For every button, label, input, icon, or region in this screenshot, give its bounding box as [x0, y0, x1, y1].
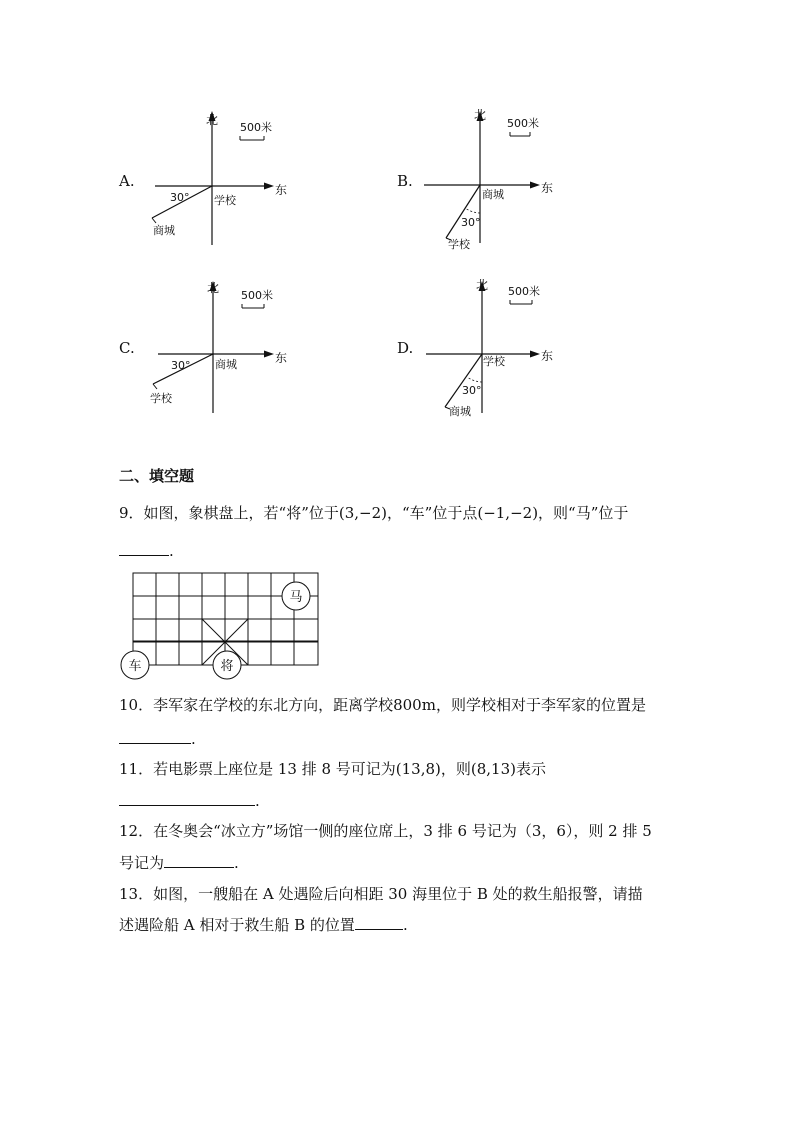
answer-blank [119, 729, 191, 744]
origin-label: 商城 [215, 358, 237, 371]
east-label: 东 [275, 183, 288, 197]
option-b-label: B. [397, 172, 413, 190]
angle-label: 30° [461, 216, 481, 229]
east-label: 东 [541, 349, 554, 363]
answer-blank [164, 853, 234, 868]
piece-che [121, 651, 149, 679]
north-label: 北 [476, 278, 489, 292]
north-label: 北 [206, 113, 219, 127]
q13-line1: 13．如图，一艘船在 A 处遇险后向相距 30 海里位于 B 处的救生船报警，请描 [119, 885, 643, 903]
q9-line2: . [119, 540, 174, 562]
target-label: 学校 [448, 238, 470, 251]
chessboard-diagram [115, 565, 330, 683]
east-label: 东 [275, 351, 288, 365]
diagram-d [410, 275, 570, 420]
diagram-a [140, 105, 300, 255]
target-label: 商城 [449, 405, 471, 418]
piece-ma [282, 582, 310, 610]
svg-text:将: 将 [220, 659, 234, 674]
diagram-b [410, 105, 570, 255]
angle-label: 30° [171, 359, 191, 372]
origin-label: 学校 [214, 194, 236, 207]
option-d-label: D. [397, 339, 414, 357]
answer-blank [119, 541, 169, 556]
q12-line1: 12．在冬奥会“冰立方”场馆一侧的座位席上，3 排 6 号记为（3，6），则 2 排 5 [119, 822, 652, 840]
option-c-label: C. [119, 339, 135, 357]
answer-blank [119, 791, 255, 806]
q11-line1: 11．若电影票上座位是 13 排 8 号可记为(13,8)，则(8,13)表示 [119, 760, 546, 778]
q12-line2: 号记为 . [119, 854, 239, 872]
piece-jiang [213, 651, 241, 679]
answer-blank [355, 915, 403, 930]
q11-line2: . [119, 790, 260, 812]
angle-label: 30° [170, 191, 190, 204]
angle-label: 30° [462, 384, 482, 397]
q13-line2: 述遇险船 A 相对于救生船 B 的位置 . [119, 916, 408, 934]
target-label: 商城 [153, 224, 175, 237]
section-heading: 二、填空题 [119, 467, 195, 485]
q9-line1: 9．如图，象棋盘上，若“将”位于(3,−2)，“车”位于点(−1,−2)，则“马”位于 [119, 504, 629, 522]
origin-label: 商城 [482, 188, 504, 201]
q10-line2: . [119, 728, 196, 750]
origin-label: 学校 [483, 355, 505, 368]
option-a-label: A. [119, 172, 135, 190]
svg-text:车: 车 [128, 659, 142, 674]
east-label: 东 [541, 181, 554, 195]
svg-text:马: 马 [289, 590, 303, 605]
north-label: 北 [474, 108, 487, 122]
scale-label: 500米 [241, 289, 273, 302]
north-label: 北 [207, 281, 220, 295]
q10-line1: 10．李军家在学校的东北方向，距离学校800m，则学校相对于李军家的位置是 [119, 696, 646, 714]
scale-label: 500米 [508, 285, 540, 298]
diagram-c [140, 275, 300, 420]
scale-label: 500米 [507, 117, 539, 130]
scale-label: 500米 [240, 121, 272, 134]
target-label: 学校 [150, 392, 172, 405]
